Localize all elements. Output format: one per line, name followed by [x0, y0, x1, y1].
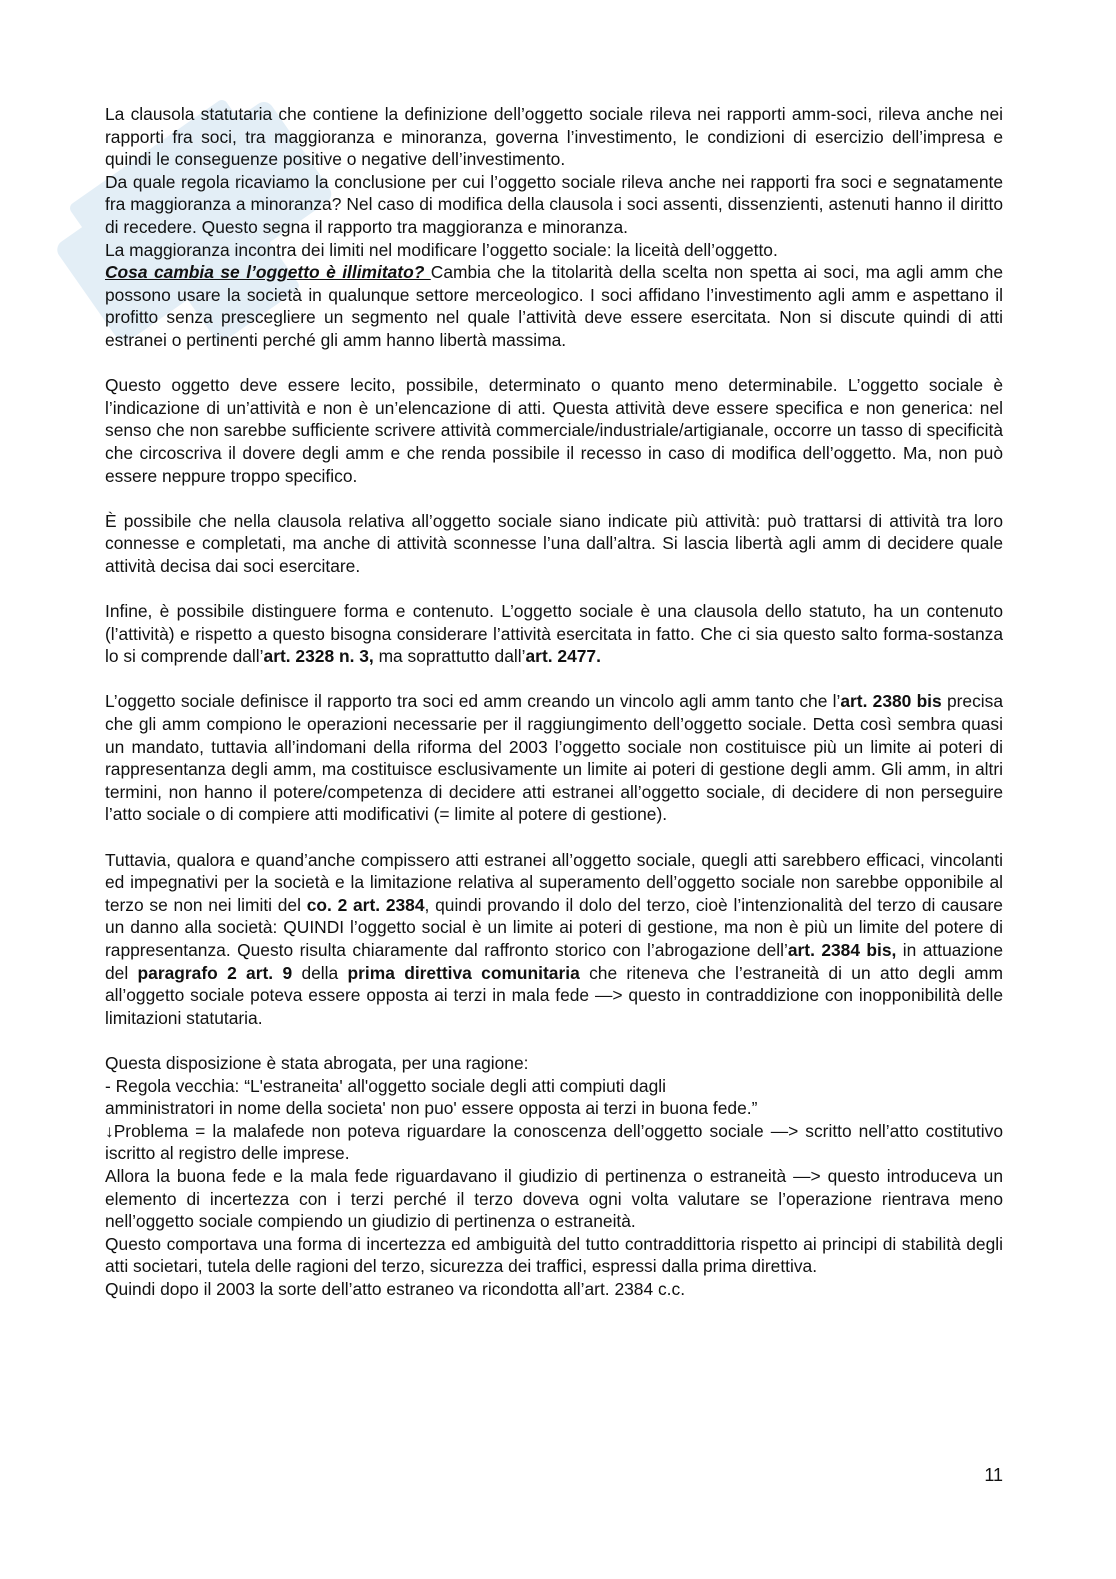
directive-reference: prima direttiva comunitaria — [347, 962, 580, 983]
paragraph: Infine, è possibile distinguere forma e contenuto. L’oggetto sociale è una clausola dello statuto, ha un contenuto (l’attività) e rispetto a questo bisogna considerare l’attività esercitata in fatto. Che ci sia questo salto forma-sostanza lo si comprende dall’art. 2328 n. 3, ma soprattutto dall’art. 2477. — [105, 601, 1003, 667]
paragraph: È possibile che nella clausola relativa all’oggetto sociale siano indicate più attività: può trattarsi di attività tra loro connesse e completati, ma anche di attività sconnesse l’una dall’altra. Si lascia libertà agli amm di decidere quale attività decisa dai soci esercitare. — [105, 510, 1003, 576]
paragraph: Allora la buona fede e la mala fede riguardavano il giudizio di pertinenza o estraneità —> questo introduceva un elemento di incertezza con i terzi perché il terzo doveva ogni volta valutare se l’operazione rientrava meno nell’oggetto sociale compiendo un giudizio di pertinenza o estraneità. — [105, 1165, 1003, 1232]
article-reference: art. 2384 bis, — [787, 939, 897, 960]
paragraph: Da quale regola ricaviamo la conclusione per cui l’oggetto sociale rileva anche nei rapporti fra soci e segnatamente fra maggioranza a minoranza? Nel caso di modifica della clausola i soci assenti, dissenzienti, astenuti hanno il diritto di recedere. Questo segna il rapporto tra maggioranza e minoranza. — [105, 171, 1003, 237]
question-heading: Cosa cambia se l’oggetto è illimitato? — [105, 262, 431, 283]
page-number: 11 — [984, 1465, 1003, 1485]
paragraph: La maggioranza incontra dei limiti nel modificare l’oggetto sociale: la liceità dell’oggetto. — [105, 239, 778, 260]
paragraph: ↓Problema = la malafede non poteva riguardare la conoscenza dell’oggetto sociale —> scritto nell’atto costitutivo iscritto al registro delle imprese. — [105, 1120, 1003, 1164]
paragraph: amministratori in nome della societa' non puo' essere opposta ai terzi in buona fede.” — [105, 1098, 758, 1119]
document-body — [105, 103, 1003, 1300]
paragraph: Questo oggetto deve essere lecito, possibile, determinato o quanto meno determinabile. L’oggetto sociale è l’indicazione di un’attività e non è un’elencazione di atti. Questa attività deve essere specifica e non generica: nel senso che non sarebbe sufficiente scrivere attività commerciale/industriale/artigianale, occorre un tasso di specificità che circoscriva il dovere degli amm e che renda possibile il recesso in caso di modifica dell’oggetto. Ma, non può essere neppure troppo specifico. — [105, 375, 1003, 486]
paragraph: Cosa cambia se l’oggetto è illimitato? Cambia che la titolarità della scelta non spetta ai soci, ma agli amm che possono usare la società in qualunque settore merceologico. I soci affidano l’investimento agli amm e aspettano il profitto senza prescegliere un segmento nel quale l’attività deve essere esercitata. Non si discute quindi di atti estranei o pertinenti perché gli amm hanno libertà massima. — [105, 262, 1003, 350]
paragraph: - Regola vecchia: “L'estraneita' all'oggetto sociale degli atti compiuti dagli — [105, 1075, 666, 1096]
article-reference: art. 2477. — [525, 646, 601, 667]
paragraph: La clausola statutaria che contiene la definizione dell’oggetto sociale rileva nei rapporti amm-soci, rileva anche nei rapporti fra soci, tra maggioranza e minoranza, governa l’investimento, le condizioni di esercizio dell’impresa e quindi le conseguenze positive o negative dell’investimento. — [105, 104, 1003, 170]
article-reference: art. 2328 n. 3, — [263, 646, 374, 667]
article-reference: art. 2380 bis — [840, 691, 942, 712]
article-reference: co. 2 art. 2384 — [306, 894, 425, 915]
paragraph: Questa disposizione è stata abrogata, per una ragione: — [105, 1052, 529, 1073]
paragraph: Quindi dopo il 2003 la sorte dell’atto estraneo va ricondotta all’art. 2384 c.c. — [105, 1278, 686, 1299]
article-reference: paragrafo 2 art. 9 — [137, 962, 293, 983]
paragraph: L’oggetto sociale definisce il rapporto tra soci ed amm creando un vincolo agli amm tanto che l’art. 2380 bis precisa che gli amm compiono le operazioni necessarie per il raggiungimento dell’oggetto sociale. Detta così sembra quasi un mandato, tuttavia all’indomani della riforma del 2003 l’oggetto sociale non costituisce più un limite ai poteri di rappresentanza degli amm, ma costituisce esclusivamente un limite ai poteri di gestione degli amm. Gli amm, in altri termini, non hanno il potere/competenza di decidere atti estranei all’oggetto sociale, di decidere di non perseguire l’atto sociale o di compiere atti modificativi (= limite al potere di gestione). — [105, 691, 1003, 825]
paragraph: Questo comportava una forma di incertezza ed ambiguità del tutto contraddittoria rispetto ai principi di stabilità degli atti societari, tutela delle ragioni del terzo, sicurezza dei traffici, espressi dalla prima direttiva. — [105, 1233, 1003, 1277]
paragraph: Tuttavia, qualora e quand’anche compissero atti estranei all’oggetto sociale, quegli atti sarebbero efficaci, vincolanti ed impegnativi per la società e la limitazione relativa al superamento dell’oggetto sociale non sarebbe opponibile al terzo se non nei limiti del co. 2 art. 2384, quindi provando il dolo del terzo, cioè l’intenzionalità del terzo di causare un danno alla società: QUINDI l’oggetto social è un limite ai poteri di gestione, ma non è più un limite del potere di rappresentanza. Questo risulta chiaramente dal raffronto storico con l’abrogazione dell’art. 2384 bis, in attuazione del paragrafo 2 art. 9 della prima direttiva comunitaria che riteneva che l’estraneità di un atto degli amm all’oggetto sociale poteva essere opposta ai terzi in mala fede —> questo in contraddizione con inopponibilità delle limitazioni statutaria. — [105, 849, 1004, 1028]
